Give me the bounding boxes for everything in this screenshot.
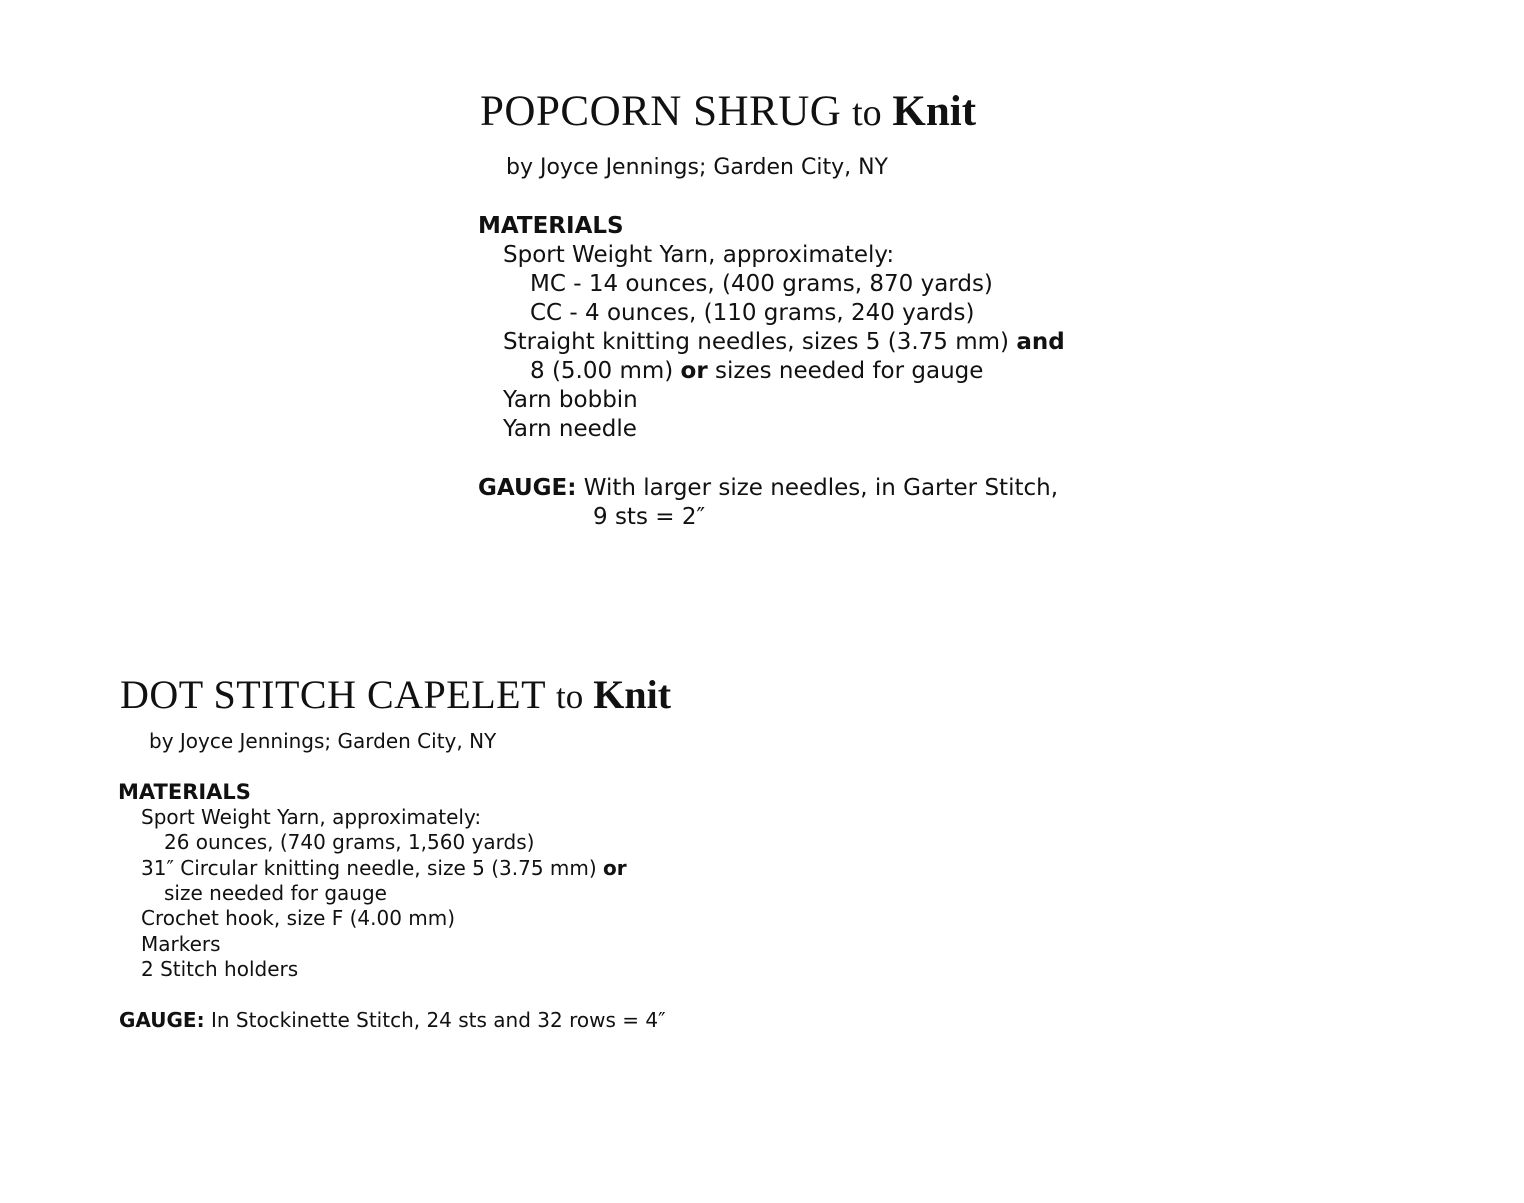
- pattern-byline: by Joyce Jennings; Garden City, NY: [506, 155, 888, 180]
- materials-markers: Markers: [141, 932, 221, 956]
- pattern-title-to: to: [852, 92, 882, 134]
- materials-needle-line-2: size needed for gauge: [164, 881, 387, 905]
- materials-needles-size: 8 (5.00 mm): [530, 358, 674, 384]
- materials-needles-and: and: [1016, 329, 1065, 355]
- materials-cc: CC - 4 ounces, (110 grams, 240 yards): [530, 300, 975, 326]
- materials-needle: Yarn needle: [503, 416, 637, 442]
- materials-needle-line-1: [141, 856, 627, 880]
- materials-amount: 26 ounces, (740 grams, 1,560 yards): [164, 830, 535, 854]
- materials-hook: Crochet hook, size F (4.00 mm): [141, 906, 456, 930]
- pattern-title-main: POPCORN SHRUG: [480, 88, 842, 135]
- pattern-title: [120, 672, 672, 717]
- pattern-title-main: DOT STITCH CAPELET: [120, 672, 547, 717]
- materials-needles-or: or: [680, 358, 708, 384]
- materials-bobbin: Yarn bobbin: [503, 387, 638, 413]
- gauge-label: GAUGE:: [119, 1008, 205, 1032]
- materials-heading: MATERIALS: [118, 780, 251, 804]
- pattern-byline: by Joyce Jennings; Garden City, NY: [149, 729, 497, 753]
- pattern-title-knit: Knit: [892, 88, 977, 135]
- materials-heading: MATERIALS: [478, 213, 624, 239]
- pattern-title-to: to: [556, 677, 584, 716]
- materials-yarn: Sport Weight Yarn, approximately:: [503, 242, 895, 268]
- materials-needle-text: 31″ Circular knitting needle, size 5 (3.75 mm): [141, 856, 597, 880]
- pattern-title-knit: Knit: [593, 672, 672, 717]
- materials-mc: MC - 14 ounces, (400 grams, 870 yards): [530, 271, 993, 297]
- materials-yarn: Sport Weight Yarn, approximately:: [141, 805, 482, 829]
- materials-needles-gauge: sizes needed for gauge: [715, 358, 984, 384]
- gauge-text: With larger size needles, in Garter Stitch,: [583, 475, 1059, 501]
- materials-needles-text: Straight knitting needles, sizes 5 (3.75 mm): [503, 329, 1009, 355]
- gauge-line-2: 9 sts = 2″: [593, 504, 706, 530]
- materials-needle-or: or: [603, 856, 627, 880]
- materials-holders: 2 Stitch holders: [141, 957, 299, 981]
- gauge-text: In Stockinette Stitch, 24 sts and 32 rows = 4″: [210, 1008, 666, 1032]
- gauge-label: GAUGE:: [478, 475, 577, 501]
- gauge-line: [119, 1008, 666, 1032]
